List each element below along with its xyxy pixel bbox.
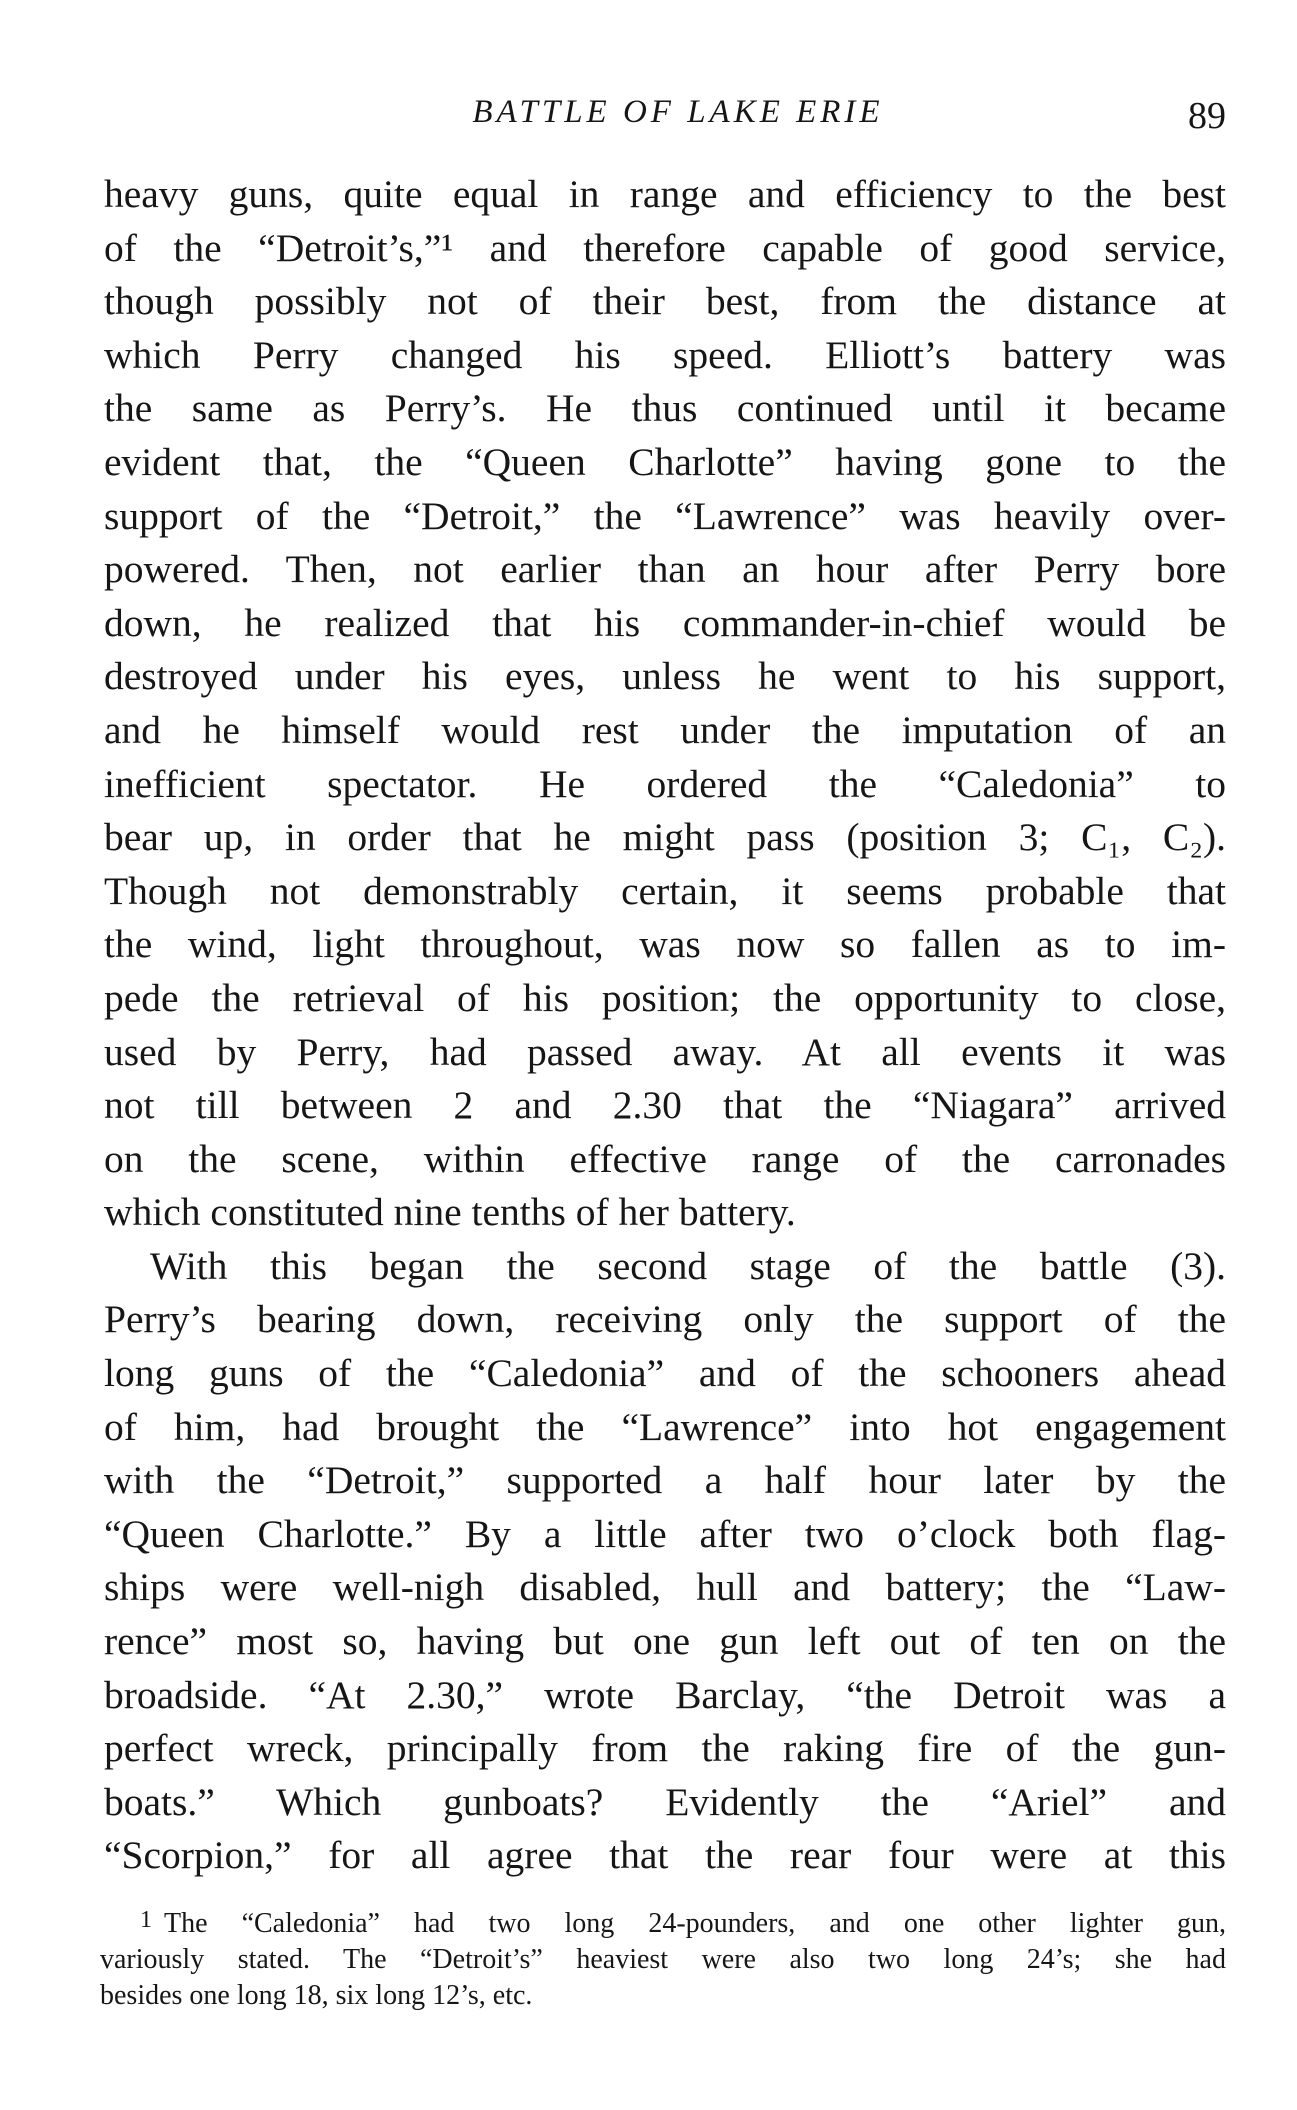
footnote-line: besides one long 18, six long 12’s, etc. [100,1980,533,2011]
text-line: on the scene, within effective range of the carronades [104,1136,1226,1181]
text-line: of the “Detroit’s,”¹ and therefore capable of good service, [104,225,1226,270]
paragraph-end-line: which constituted nine tenths of her battery. [104,1190,796,1235]
running-title: BATTLE OF LAKE ERIE [472,94,884,130]
text-line: Though not demonstrably certain, it seems probable that [104,868,1226,913]
footnote-line: variously stated. The “Detroit’s” heaviest were also two long 24’s; she had [100,1944,1226,1975]
footnote-marker: 1 [140,1907,152,1933]
text-line: rence” most so, having but one gun left out of ten on the [104,1619,1226,1664]
text-line: pede the retrieval of his position; the opportunity to close, [104,975,1226,1020]
text-line: the wind, light throughout, was now so fallen as to im- [104,922,1226,967]
running-head [100,92,1226,152]
text-line: of him, had brought the “Lawrence” into hot engagement [104,1404,1226,1449]
text-line: bear up, in order that he might pass (position 3; C₁, C₂). [104,815,1226,860]
text-line: perfect wreck, principally from the raking fire of the gun- [104,1726,1226,1771]
text-line: with the “Detroit,” supported a half hour later by the [104,1458,1226,1503]
text-line: and he himself would rest under the imputation of an [104,707,1226,752]
text-line: the same as Perry’s. He thus continued until it became [104,386,1226,431]
text-line: ships were well-nigh disabled, hull and battery; the “Law- [104,1565,1226,1610]
text-line: long guns of the “Caledonia” and of the schooners ahead [104,1351,1226,1396]
text-line: heavy guns, quite equal in range and efficiency to the best [104,172,1226,216]
footnote-text: The “Caledonia” had two long 24-pounders, and one other lighter gun, [164,1908,1226,1939]
text-line: “Scorpion,” for all agree that the rear four were at this [104,1833,1226,1878]
text-line: Perry’s bearing down, receiving only the support of the [104,1297,1226,1342]
text-line: support of the “Detroit,” the “Lawrence” was heavily over- [104,493,1226,538]
text-line: broadside. “At 2.30,” wrote Barclay, “the Detroit was a [104,1672,1226,1717]
body-text [104,168,1226,1883]
page-number: 89 [1188,95,1226,137]
text-line: evident that, the “Queen Charlotte” having gone to the [104,439,1226,484]
text-line: powered. Then, not earlier than an hour after Perry bore [104,547,1226,592]
text-line: boats.” Which gunboats? Evidently the “Ariel” and [104,1779,1226,1824]
text-line: which Perry changed his speed. Elliott’s battery was [104,332,1226,377]
footnote-first-line [100,1906,1226,1942]
text-line: destroyed under his eyes, unless he went to his support, [104,654,1226,699]
footnote-block [100,1906,1226,2014]
text-line: down, he realized that his commander-in-chief would be [104,600,1226,645]
text-line: “Queen Charlotte.” By a little after two o’clock both flag- [104,1511,1226,1556]
paragraph-start-line: With this began the second stage of the battle (3). [150,1243,1226,1288]
text-line: used by Perry, had passed away. At all events it was [104,1029,1226,1074]
text-line: not till between 2 and 2.30 that the “Niagara” arrived [104,1083,1226,1128]
text-line: though possibly not of their best, from the distance at [104,279,1226,324]
text-line: inefficient spectator. He ordered the “Caledonia” to [104,761,1226,806]
